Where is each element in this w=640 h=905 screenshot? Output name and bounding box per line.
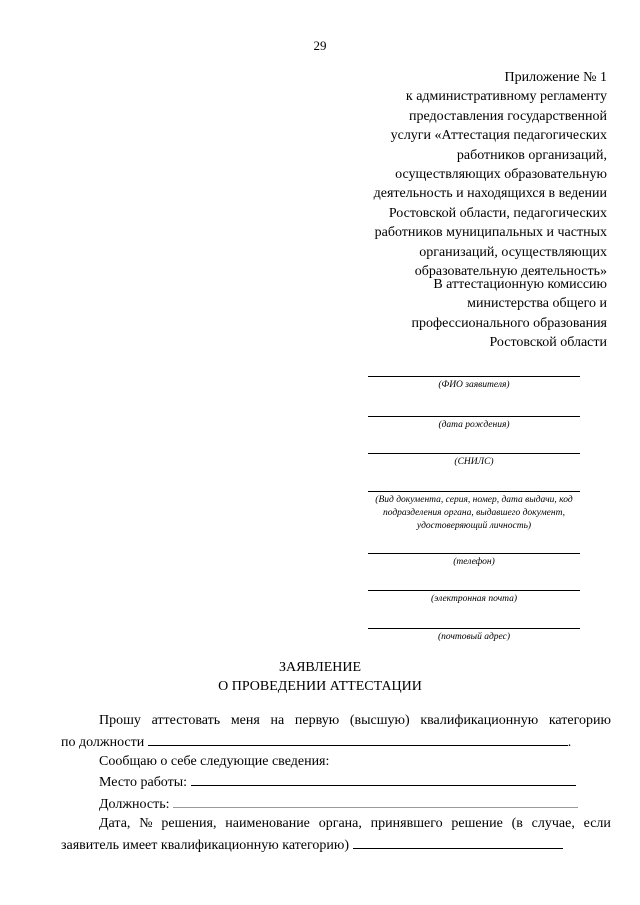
appendix-line: осуществляющих образовательную bbox=[395, 167, 607, 183]
decision-word: случае, bbox=[531, 815, 575, 831]
appendix-line: работников организаций, bbox=[456, 147, 607, 163]
request-word: первую bbox=[294, 713, 340, 728]
request-word: категорию bbox=[548, 713, 611, 728]
decision-label: заявитель имеет квалификационную категорию) bbox=[61, 837, 350, 853]
document-field bbox=[358, 475, 590, 533]
appendix-line: Ростовской области, педагогических bbox=[388, 205, 607, 221]
workplace-line bbox=[61, 771, 611, 793]
appendix-header bbox=[287, 68, 607, 281]
job-line bbox=[61, 793, 611, 815]
decision-line bbox=[61, 815, 611, 834]
fio-caption: (ФИО заявителя) bbox=[438, 380, 510, 390]
fio-field bbox=[358, 360, 590, 392]
postal-field bbox=[358, 612, 590, 644]
title-line-1: ЗАЯВЛЕНИЕ bbox=[278, 660, 362, 675]
document-caption-3: удостоверяющий личность) bbox=[416, 521, 532, 531]
request-word: квалификационную bbox=[420, 713, 539, 728]
birth-date-field bbox=[358, 400, 590, 432]
job-input-line[interactable] bbox=[173, 793, 578, 808]
birth-date-caption: (дата рождения) bbox=[438, 420, 510, 430]
document-caption-2: подразделения органа, выдавшего документ, bbox=[382, 508, 566, 518]
application-body bbox=[61, 712, 611, 856]
addressee-line: В аттестационную комиссию bbox=[433, 277, 607, 292]
applicant-fields bbox=[358, 360, 590, 644]
request-word: Прошу bbox=[99, 713, 141, 728]
postal-input-line[interactable] bbox=[368, 612, 580, 629]
position-input-line[interactable] bbox=[148, 731, 568, 746]
info-intro: Сообщаю о себе следующие сведения: bbox=[99, 753, 330, 769]
snils-input-line[interactable] bbox=[368, 437, 580, 454]
appendix-line: к административному регламенту bbox=[405, 89, 607, 105]
request-line bbox=[61, 712, 611, 731]
phone-field bbox=[358, 537, 590, 569]
fio-input-line[interactable] bbox=[368, 360, 580, 377]
snils-caption: (СНИЛС) bbox=[454, 457, 494, 467]
email-field bbox=[358, 574, 590, 606]
decision-word: наименование bbox=[225, 815, 310, 831]
position-period: . bbox=[567, 734, 572, 750]
addressee-line: профессионального образования bbox=[411, 315, 607, 331]
page-number: 29 bbox=[313, 38, 327, 53]
appendix-line: Приложение № 1 bbox=[504, 70, 607, 85]
decision-word: решение bbox=[451, 815, 503, 831]
appendix-line: деятельность и находящихся в ведении bbox=[373, 186, 607, 202]
request-word: меня bbox=[230, 713, 260, 728]
job-label: Должность: bbox=[99, 797, 170, 813]
appendix-line: предоставления государственной bbox=[408, 108, 607, 124]
document-input-line[interactable] bbox=[368, 475, 580, 492]
position-label: по должности bbox=[61, 734, 145, 750]
document-caption-1: (Вид документа, серия, номер, дата выдачи, код bbox=[375, 495, 573, 505]
phone-caption: (телефон) bbox=[453, 557, 495, 567]
appendix-line: организаций, осуществляющих bbox=[419, 244, 607, 260]
request-word: аттестовать bbox=[151, 713, 221, 728]
request-word: на bbox=[270, 713, 285, 728]
decision-input-line[interactable] bbox=[353, 834, 563, 849]
phone-input-line[interactable] bbox=[368, 537, 580, 554]
workplace-label: Место работы: bbox=[99, 775, 188, 791]
decision-word: (в bbox=[511, 815, 523, 831]
email-caption: (электронная почта) bbox=[430, 594, 518, 604]
decision-word: № bbox=[139, 815, 153, 831]
appendix-line: работников муниципальных и частных bbox=[374, 225, 607, 241]
request-word: (высшую) bbox=[349, 713, 410, 728]
birth-date-input-line[interactable] bbox=[368, 400, 580, 417]
decision-word: если bbox=[583, 815, 611, 831]
addressee-line: министерства общего и bbox=[467, 296, 607, 312]
decision-word: принявшего bbox=[370, 815, 443, 831]
addressee bbox=[287, 275, 607, 353]
title-line-2: О ПРОВЕДЕНИИ АТТЕСТАЦИИ bbox=[218, 679, 422, 694]
postal-caption: (почтовый адрес) bbox=[437, 632, 511, 642]
addressee-line: Ростовской области bbox=[489, 335, 607, 351]
workplace-input-line[interactable] bbox=[191, 771, 576, 786]
snils-field bbox=[358, 437, 590, 469]
email-input-line[interactable] bbox=[368, 574, 580, 591]
decision-line-2 bbox=[61, 834, 611, 856]
decision-word: органа, bbox=[318, 815, 362, 831]
appendix-line: услуги «Аттестация педагогических bbox=[390, 128, 607, 144]
position-line bbox=[61, 731, 611, 753]
document-title bbox=[0, 658, 640, 696]
decision-word: решения, bbox=[161, 815, 217, 831]
appendix-line: образовательную деятельность» bbox=[414, 264, 607, 280]
decision-word: Дата, bbox=[99, 815, 131, 831]
